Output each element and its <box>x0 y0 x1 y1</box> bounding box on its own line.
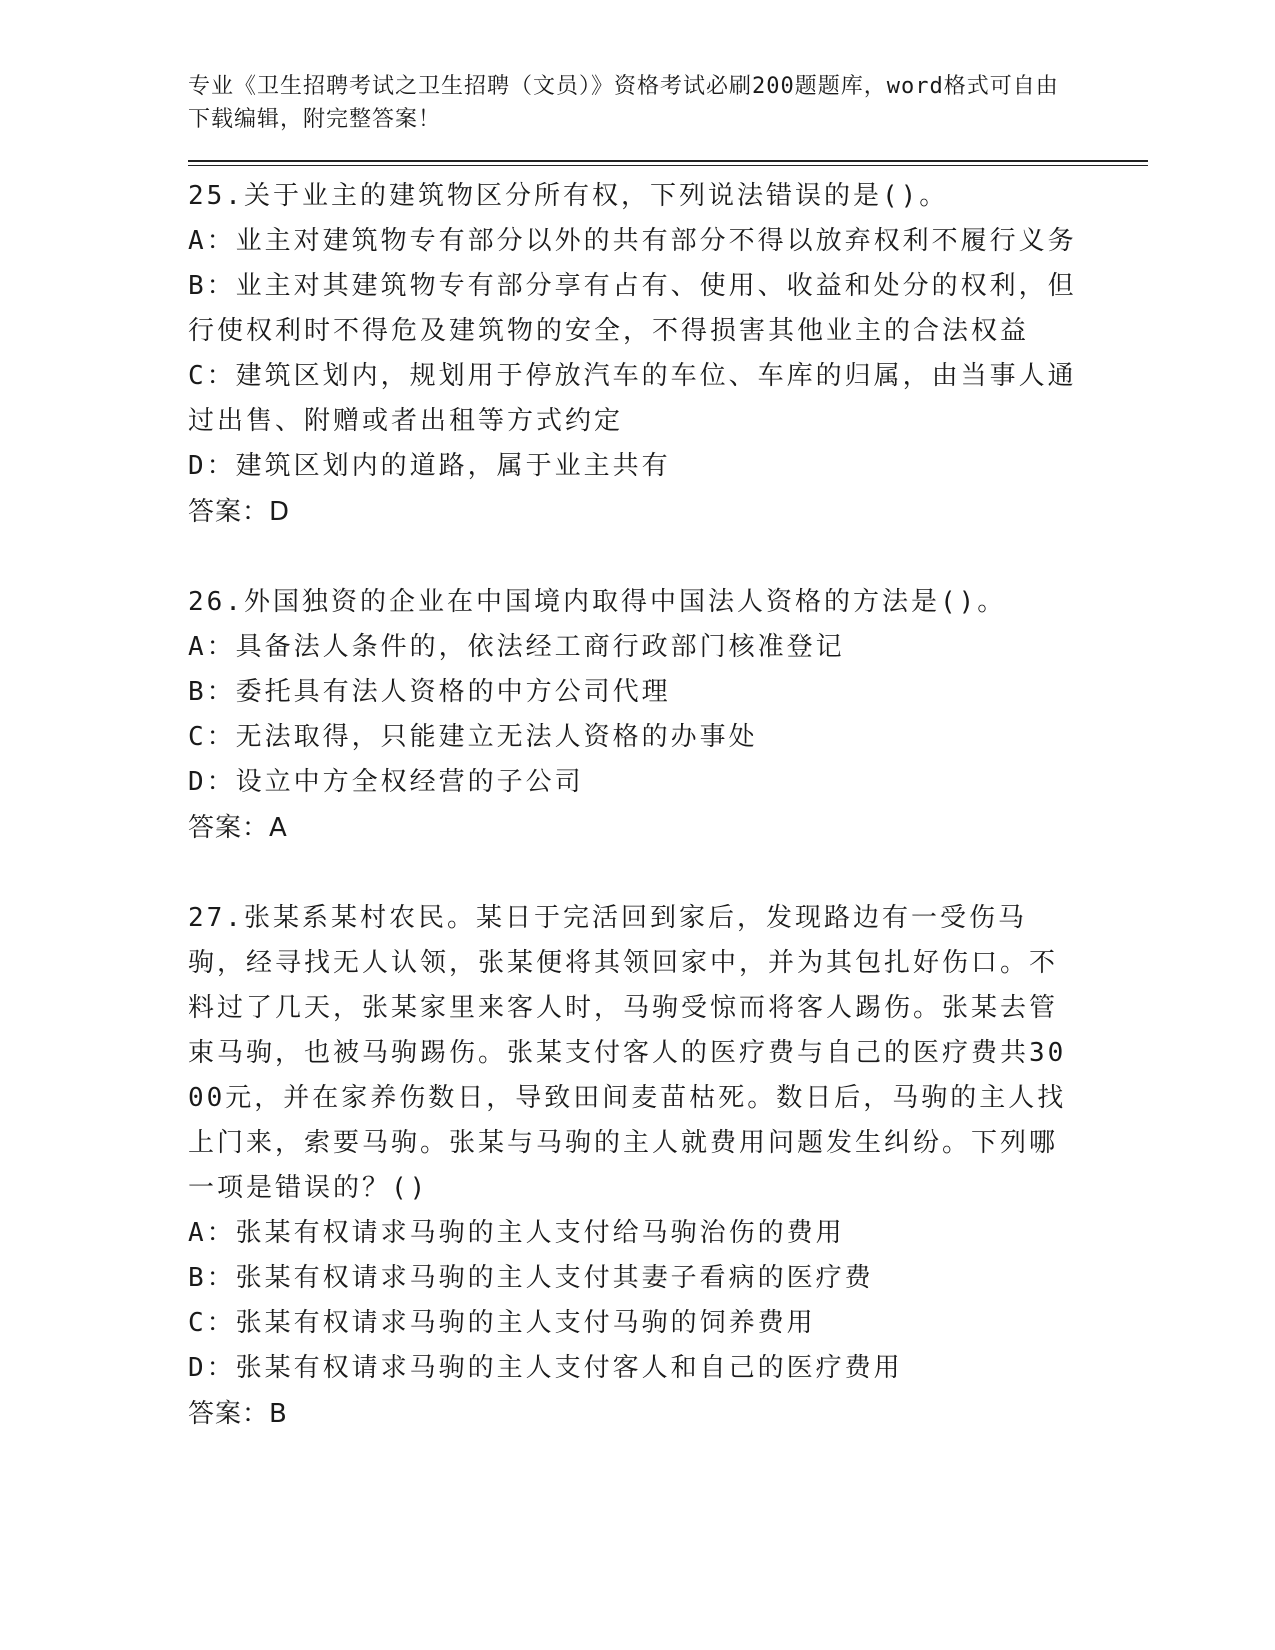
option-d: D：设立中方全权经营的子公司 <box>188 767 584 797</box>
question-25 <box>188 174 1148 536</box>
option-a: A：业主对建筑物专有部分以外的共有部分不得以放弃权利不履行义务 <box>188 226 1077 256</box>
option-d: D：张某有权请求马驹的主人支付客人和自己的医疗费用 <box>188 1353 903 1383</box>
option-b: B：委托具有法人资格的中方公司代理 <box>188 677 671 707</box>
question-26 <box>188 580 1148 852</box>
question-stem: 27.张某系某村农民。某日于完活回到家后，发现路边有一受伤马驹，经寻找无人认领，张某便将其领回家中，并为其包扎好伤口。不料过了几天，张某家里来客人时，马驹受惊而将客人踢伤。张某去管束马驹，也被马驹踢伤。张某支付客人的医疗费与自己的医疗费共3000元，并在家养伤数日，导致田间麦苗枯死。数日后，马驹的主人找上门来，索要马驹。张某与马驹的主人就费用问题发生纠纷。下列哪一项是错误的？() <box>188 903 1067 1203</box>
answer: 答案：A <box>188 813 288 843</box>
document-header: 专业《卫生招聘考试之卫生招聘（文员）》资格考试必刷200题题库，word格式可自由下载编辑，附完整答案！ <box>188 74 1059 132</box>
question-27 <box>188 896 1148 1438</box>
option-b: B：张某有权请求马驹的主人支付其妻子看病的医疗费 <box>188 1263 874 1293</box>
question-list <box>188 174 1148 1438</box>
header-divider <box>188 160 1148 166</box>
option-d: D：建筑区划内的道路，属于业主共有 <box>188 451 671 481</box>
document-page <box>188 70 1148 1482</box>
question-stem: 26.外国独资的企业在中国境内取得中国法人资格的方法是()。 <box>188 587 1007 617</box>
option-c: C：张某有权请求马驹的主人支付马驹的饲养费用 <box>188 1308 816 1338</box>
option-a: A：具备法人条件的，依法经工商行政部门核准登记 <box>188 632 845 662</box>
option-b: B：业主对其建筑物专有部分享有占有、使用、收益和处分的权利，但行使权利时不得危及建筑物的安全，不得损害其他业主的合法权益 <box>188 271 1077 346</box>
option-c: C：无法取得，只能建立无法人资格的办事处 <box>188 722 758 752</box>
answer: 答案：B <box>188 1399 288 1429</box>
question-stem: 25.关于业主的建筑物区分所有权，下列说法错误的是()。 <box>188 181 949 211</box>
answer: 答案：D <box>188 497 291 527</box>
option-a: A：张某有权请求马驹的主人支付给马驹治伤的费用 <box>188 1218 845 1248</box>
option-c: C：建筑区划内，规划用于停放汽车的车位、车库的归属，由当事人通过出售、附赠或者出租等方式约定 <box>188 361 1077 436</box>
